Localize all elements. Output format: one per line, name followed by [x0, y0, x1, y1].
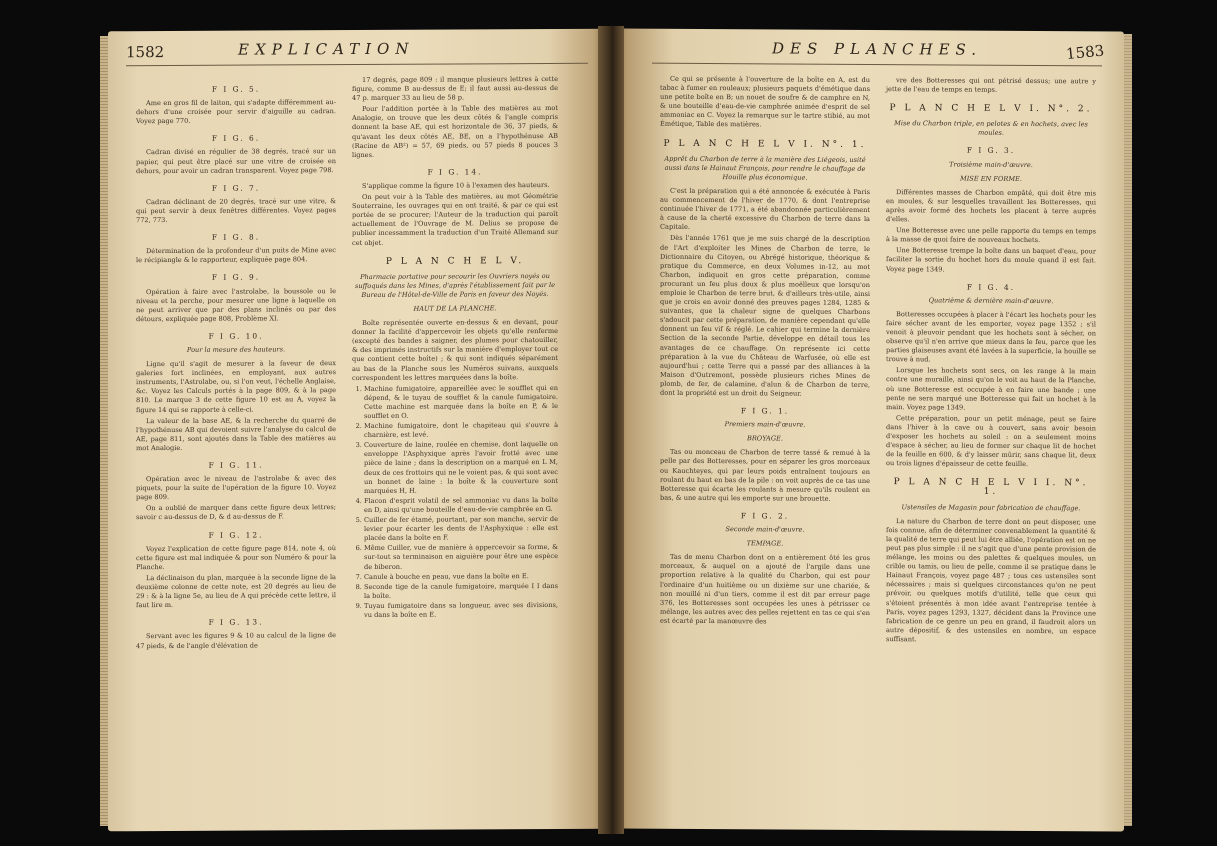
subheading: Premiers main-d'œuvre. — [724, 420, 806, 429]
right-header-rule — [652, 63, 1102, 67]
body-paragraph: Différentes masses de Charbon empâté, qui doit être mis en moules, & sur lesquelles travaillent les Botteresses, qui après avoir formé des hochets les placent à terre auprès d'elles. — [886, 187, 1096, 224]
body-paragraph: Lorsque les hochets sont secs, on les range à la main contre une muraille, ainsi qu'on le voit au haut de la Planche, où une Botteresse est occupée à en faire une bande ; une pente ne sera marqué une Botteresse qui fait un hochet à la main. Voyez page 1349. — [886, 366, 1096, 412]
plate-lv-item: 9. Tuyau fumigatoire dans sa longueur, avec ses divisions, vu dans la boîte en E. — [364, 601, 558, 620]
figure-heading: F I G. 9. — [211, 272, 261, 283]
book-gutter — [598, 26, 624, 834]
plate-heading: P L A N C H E L V I. N°. 2. — [889, 103, 1093, 115]
figure-heading: F I G. 4. — [966, 282, 1016, 292]
plate-heading: P L A N C H E L V. — [385, 255, 525, 267]
plate-lv-item: 4. Flacon d'esprit volatil de sel ammoniac vu dans la boîte en D, ainsi qu'une bouteille d'eau-de-vie camphrée en G. — [364, 496, 558, 515]
body-paragraph: Voyez l'explication de cette figure page 814, note 4, où cette figure est mal indiquée & pour son Numéro & pour la Planche. — [136, 543, 336, 572]
figure-heading: F I G. 5. — [211, 84, 261, 94]
body-paragraph: Opération avec le niveau de l'astrolabe & avec des piquets, pour la suite de l'opération de la figure 10. Voyez page 809. — [136, 474, 336, 502]
body-paragraph: On a oublié de marquer dans cette figure deux lettres; savoir c au-dessus de D, & d au-dessus de F. — [136, 503, 336, 522]
figure-heading: F I G. 13. — [208, 617, 264, 628]
figure-heading: F I G. 10. — [208, 331, 264, 341]
left-page — [108, 29, 608, 832]
body-paragraph: Boîte représentée ouverte en-dessus & en devant, pour donner la facilité d'appercevoir les objets qu'elle renferme (excepté des bandes à saigner, des plumes pour chatouiller, & des imprimés instructifs sur la manière d'employer tout ce que contient cette boîte) ; & qui sont indiqués séparément au bas de la Planche sous les Numéros suivans, auxquels correspondent les lettres marquées dans la boîte. — [352, 318, 558, 382]
subheading: Troisième main-d'œuvre. — [949, 160, 1033, 169]
plate-lv-item: 8. Seconde tige de la canule fumigatoire, marquée I I dans la boîte. — [364, 582, 558, 601]
body-paragraph: Ame en gros fil de laiton, qui s'adapte différemment au-dehors d'une croisée pour servir d'aiguille au cadran. Voyez page 770. — [136, 98, 336, 126]
plate-heading: P L A N C H E L V I. N°. 1. — [663, 138, 867, 150]
subheading: TEMPAGE. — [746, 539, 784, 548]
plate-lv-item: 6. Même Cuiller, vue de manière à appercevoir sa forme, & sur-tout sa terminaison en aiguière pour être une espèce de biberon. — [364, 543, 558, 571]
body-paragraph: Cadran déclinant de 20 degrés, tracé sur une vitre, & qui peut servir à deux fenêtres différentes. Voyez pages 772, 773. — [136, 196, 336, 225]
right-page — [612, 28, 1124, 831]
plate-heading: P L A N C H E L V I I. N°. 1. — [893, 477, 1089, 498]
body-paragraph: S'applique comme la figure 10 à l'examen des hauteurs. — [362, 180, 550, 190]
body-paragraph: Ce qui se présente à l'ouverture de la boîte en A, est du tabac à fumer en rouleaux; plusieurs paquets d'émétique dans une petite boîte en B; un nouet de soufre & de camphre en N, & une bouteille d'eau-de-vie camphrée animée d'esprit de sel ammoniac en C. Voyez la remarque sur le tartre stibié, au mot Émétique, Table des matières. — [660, 74, 870, 129]
plate-lv-item: 7. Canule à bouche en peau, vue dans la boîte en E. — [364, 572, 558, 582]
body-paragraph: Cette préparation, pour un petit ménage, peut se faire dans l'hiver à la cave ou à couvert, sans avoir besoin d'exposer les hochets au soleil : on a seulement moins d'espace à sécher, au lieu de former sur chaque lit de hochet de la feuille en 600, & d'y laisser mûrir, sans chaque lit, deux ou trois lignes d'épaisseur de cette feuille. — [886, 413, 1096, 469]
subheading: BROYAGE. — [747, 434, 783, 443]
body-paragraph: vre des Botteresses qui ont pétrisé dessus; une autre y jette de l'eau de temps en temps. — [886, 76, 1096, 94]
figure-heading: F I G. 11. — [208, 460, 264, 470]
subheading: Pour la mesure des hauteurs. — [186, 345, 286, 354]
figure-heading: F I G. 1. — [740, 406, 790, 416]
figure-heading: F I G. 7. — [211, 183, 261, 193]
body-paragraph: On peut voir à la Table des matières, au mot Géométrie Souterraine, les ouvrages qui en ont traité, & par ce qui est portée de se procurer; l'Auteur de la traduction qui paroît actuellement de l'Ouvrage de M. Delius se propose de publier incessamment la traduction d'un Traité Allemand sur cet objet. — [352, 191, 558, 247]
right-column-2 — [886, 76, 1096, 647]
body-paragraph: C'est la préparation qui a été annoncée & exécutée à Paris au commencement de l'hiver de 1770, & dont l'entreprise continuée l'hiver de 1771, a été abandonnée particulièrement à cause de la cherté excessive du Charbon de terre dans la Capitale. — [660, 186, 870, 232]
plate-lv-item-list — [352, 384, 558, 620]
subheading: MISE EN FORME. — [959, 174, 1023, 183]
body-paragraph: Servant avec les figures 9 & 10 au calcul de la ligne de 47 pieds, & de l'angle d'élévation de — [136, 631, 336, 650]
plate-lv-item: 1. Machine fumigatoire, appareillée avec le soufflet qui en dépend, & le tuyau de soufflet & la canule fumigatoire. Cette machine est marquée dans la boîte en P, & le soufflet en O. — [364, 384, 558, 421]
body-paragraph: Détermination de la profondeur d'un puits de Mine avec le récipiangle & le rapporteur, expliquée page 804. — [136, 246, 336, 265]
body-paragraph: Ligne qu'il s'agit de mesurer à la faveur de deux galeries fort inclinées, en employant, aux autres instruments, l'Astrolabe, ou, si l'on veut, l'échelle Anglaise, &c. Voyez les Calculs portés à la page 809, & à la page 810. Le marque 3 de cette figure 10 est au A, voyez la figure 14 qui se rapporte à celle-ci. — [136, 359, 336, 414]
body-paragraph: Une Botteresse trempe la boîte dans un baquet d'eau, pour faciliter la sortie du hochet hors du moule quand il est fait. Voyez page 1349. — [886, 246, 1096, 273]
subheading: Pharmacie portative pour secourir les Ouvriers noyés ou suffoqués dans les Mines, d'après l'établissement fait par le Bureau de l'Hôtel-de-Ville de Paris en faveur des Noyés. — [354, 271, 556, 299]
figure-heading: F I G. 8. — [211, 232, 261, 242]
body-paragraph: Cadran divisé en régulier de 38 degrés, tracé sur un papier, qui peut être placé sur une vitre de croisée en dehors, pour avoir un cadran transparent. Voyez page 798. — [136, 147, 336, 175]
body-paragraph: La déclinaison du plan, marquée à la seconde ligne de la deuxième colonne de cette note, est 20 degrés au lieu de 29 : & à la ligne 5e, au lieu de A qui précède cette lettre, il faut lire m. — [136, 573, 336, 610]
right-page-edges — [1124, 34, 1132, 826]
left-running-head: EXPLICATION — [238, 39, 415, 59]
body-paragraph: Opération à faire avec l'astrolabe, la boussole ou le niveau et la perche, pour mesurer une ligne à laquelle on ne peut arriver que par des plans inclinés ou par des détours, expliquée page 808, Problème XI. — [136, 286, 336, 323]
body-paragraph: La valeur de la base AE, & la recherche du quarré de l'hypothénuse AB qui devoient suivre l'analyse du calcul de AE, page 811, sont ajoutés dans la Table des matières au mot Analogie. — [136, 415, 336, 453]
plate-lv-item: 5. Cuiller de fer étamé, pourtant, par son manche, servir de levier pour écarter les dents de l'Asphyxique : elle est placée dans la boîte en F. — [364, 515, 558, 543]
figure-heading: F I G. 14. — [427, 167, 483, 177]
left-header-rule — [126, 63, 588, 66]
figure-heading: F I G. 6. — [211, 133, 261, 144]
body-paragraph: La nature du Charbon de terre dont on peut disposer, une fois connue, afin de déterminer convenablement la quantité & la qualité de terre qui peut lui être alliée, l'opération est on ne peut pas plus simple : il ne s'agit que d'une pente provision de mélange, les moins ou des palettes & quelques moules, un crible ou tamis, ou lieu de pelle, comme il se pratique dans le Hainaut François, voyez page 487 ; tous ces ustensiles sont nécessaires ; mais si quelques circonstances qu'on ne peut prévoir, ou quelques motifs d'utilité, telle que ceux qui s'étoient présentés à mon idée avant l'entreprise tentée à Paris, voyez pages 1293, 1327, décident dans la Province une fabrication de ce genre un peu en grand, il faudroit alors un autre dépositif, & des ustensiles en nombre, un espace suffisant. — [886, 516, 1096, 644]
subheading: HAUT DE LA PLANCHE. — [413, 304, 497, 313]
subheading: Apprêt du Charbon de terre à la manière des Liégeois, usité aussi dans le Hainaut François, pour rendre le chauffage de Houille plus économique. — [664, 154, 866, 182]
body-paragraph: Dès l'année 1761 que je me suis chargé de la description de l'Art d'exploiter les Mines de Charbon de terre, le Dictionnaire du Citoyen, ou Abrégé historique, théorique & pratique du Commerce, en deux Volumes in-12, au mot Charbon, indiquoit en gros cette préparation, comme procurant un feu plus doux & plus moëlleux que lorsqu'on emploie le Charbon de terre brut, & d'ailleurs très-utile, ainsi que je crois en avoir donné des preuves pages 1284, 1285 & suivantes, que la chaleur signe de quelques Charbons s'adoucit par cette préparation, de manière cependant qu'elle donnent un feu vif & réglé. Le cahier qui termine la dernière Section de la seconde Partie, développe en détail tous les avantages de ce chauffage. On représente ici cette préparation à la vue du Château de Warfusée, où elle est aujourd'hui ; cette Terre qui a passé par des alliances à la Maison d'Outremont, possède plusieurs riches Mines de plomb, de fer, de calamine, d'alun & de Charbon de terre, dont la propriété est un droit du Seigneur. — [660, 234, 870, 398]
left-page-edges — [100, 36, 108, 826]
body-paragraph: Botteresses occupées à placer à l'écart les hochets pour les faire sécher avant de les emporter, voyez page 1352 ; s'il venoit à pleuvoir pendant que les hochets sont à sécher, on observe qu'il n'en arrive que mieux dans le feu, parce que les parties glaiseuses avant été lavées à la superficie, la houille se trouve à nud. — [886, 309, 1096, 364]
body-paragraph: 17 degrés, page 809 : il manque plusieurs lettres à cette figure, comme B au-dessus de E; il faut aussi au-dessus de 47 p. marquer 33 au lieu de 58 p. — [352, 74, 558, 103]
right-page-number: 1583 — [1065, 41, 1106, 64]
body-paragraph: Tas ou monceau de Charbon de terre tassé & remué à la pelle par des Botteresses, pour en séparer les gros morceaux ou Kauchteyes, qui par leurs poids entraînent toujours en roulant du haut en bas de la pile : on voit auprès de ce tas une Botteresse qui écarte les roulants à mesure qu'ils roulent en bas, & une autre qui les emporte sur une brouette. — [660, 448, 870, 503]
right-running-head: DES PLANCHES. — [772, 39, 983, 59]
subheading: Ustensiles de Magasin pour fabrication de chauffage. — [901, 502, 1081, 512]
left-column-1 — [136, 76, 336, 653]
subheading: Mise du Charbon triple, en pelotes & en hochets, avec les moules. — [894, 119, 1088, 138]
figure-heading: F I G. 2. — [740, 511, 790, 521]
figure-heading: F I G. 3. — [966, 146, 1016, 156]
right-column-1 — [660, 75, 870, 629]
body-paragraph: Une Botteresse avec une pelle rapporte du temps en temps à la masse de quoi faire de nouveaux hochets. — [886, 226, 1096, 245]
plate-lv-item: 3. Couverture de laine, roulée en chemise, dont laquelle on enveloppe l'Asphyxique après l'avoir frotté avec une pièce de laine ; dans la description on a marqué en L M, deux de ces frottoirs qui ne le voient pas, & qui sont avec un bonnet de laine : la boîte & la couverture sont marquées H, H. — [364, 440, 558, 496]
plate-lv-item: 2. Machine fumigatoire, dont le chapiteau qui s'ouvre à charnière, est levé. — [364, 421, 558, 440]
subheading: Seconde main-d'œuvre. — [725, 525, 805, 534]
body-paragraph: Pour l'addition portée à la Table des matières au mot Analogie, on trouve que les deux côtés & l'angle compris donnent la base AE, qui est horizontale de 36, 37 pieds, & qu'avant les deux côtés AE, BE, on a l'hypothénuse AB (Racine de AB²) = 57, 69 pieds, ou 57 pieds 8 pouces 3 lignes. — [352, 104, 558, 159]
left-page-number: 1582 — [126, 43, 165, 62]
figure-heading: F I G. 12. — [208, 530, 264, 540]
subheading: Quatrième & dernière main-d'œuvre. — [928, 296, 1054, 305]
body-paragraph: Tas de menu Charbon dont on a entièrement ôté les gros morceaux, & auquel on a ajouté de l'argile dans une proportion relative à la qualité du Charbon, qui est pour l'ordinaire d'un huitième ou un dixième sur une chariée, & non mouillé ni d'un tiers, comme il est dit par erreur page 376, les Botteresses sont occupées les unes à pétrisser ce mélange, les autres avec des pelles rejettent en tas ce qui s'en est écarté par la manœuvre des — [660, 553, 870, 626]
left-column-2 — [352, 75, 558, 621]
